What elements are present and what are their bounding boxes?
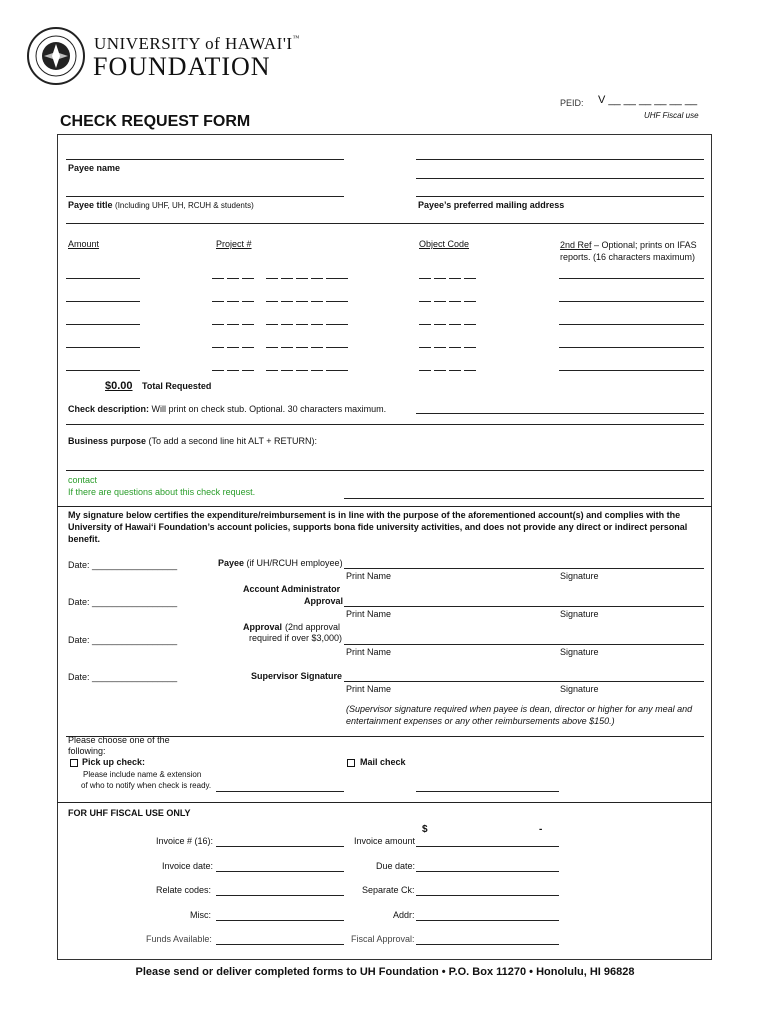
business-purpose-label: Business purpose (To add a second line hit ALT + RETURN): <box>68 436 318 446</box>
funds-available-field[interactable] <box>216 944 344 945</box>
invoice-amount-label: Invoice amount <box>354 836 416 846</box>
object-code-digit-field[interactable] <box>449 347 461 348</box>
object-code-digit-field[interactable] <box>449 301 461 302</box>
project-digit-field[interactable] <box>296 370 308 371</box>
project-digit-field[interactable] <box>242 347 254 348</box>
invoice-amount-field[interactable] <box>416 846 559 847</box>
project-digit-field[interactable] <box>242 278 254 279</box>
project-digit-field[interactable] <box>266 347 278 348</box>
second-ref-field[interactable] <box>559 347 704 348</box>
project-digit-field[interactable] <box>336 301 348 302</box>
fiscal-approval-field[interactable] <box>416 944 559 945</box>
due-date-label: Due date: <box>376 861 416 871</box>
project-digit-field[interactable] <box>212 301 224 302</box>
print-name-label: Print Name <box>346 647 392 657</box>
project-digit-field[interactable] <box>281 324 293 325</box>
contact-field[interactable] <box>344 498 704 499</box>
foundation-wordmark: FOUNDATION <box>93 52 271 81</box>
separate-ck-label: Separate Ck: <box>362 885 415 895</box>
form-title: CHECK REQUEST FORM <box>60 113 251 130</box>
approval-note-2: required if over $3,000) <box>249 633 343 643</box>
project-digit-field[interactable] <box>227 370 239 371</box>
second-ref-field[interactable] <box>559 278 704 279</box>
project-digit-field[interactable] <box>281 370 293 371</box>
mail-checkbox[interactable] <box>347 759 355 767</box>
project-digit-field[interactable] <box>281 278 293 279</box>
account-admin-label: Account Administrator <box>243 584 341 594</box>
pickup-label: Pick up check: <box>82 757 146 767</box>
invoice-number-label: Invoice # (16): <box>156 836 214 846</box>
project-digit-field[interactable] <box>281 301 293 302</box>
print-name-label: Print Name <box>346 609 392 619</box>
seal-logo <box>26 26 86 86</box>
amount-column-header: Amount <box>68 239 100 249</box>
project-digit-field[interactable] <box>266 324 278 325</box>
project-digit-field[interactable] <box>336 347 348 348</box>
pickup-note-1: Please include name & extension <box>83 770 202 779</box>
fiscal-title: FOR UHF FISCAL USE ONLY <box>68 808 191 818</box>
amount-field[interactable] <box>66 370 140 371</box>
object-code-digit-field[interactable] <box>419 324 431 325</box>
project-digit-field[interactable] <box>311 370 323 371</box>
project-digit-field[interactable] <box>227 301 239 302</box>
project-digit-field[interactable] <box>227 347 239 348</box>
second-ref-field[interactable] <box>559 370 704 371</box>
check-description-field[interactable] <box>416 413 704 414</box>
project-digit-field[interactable] <box>296 301 308 302</box>
signature-label: Signature <box>560 684 599 694</box>
signature-label: Signature <box>560 609 599 619</box>
invoice-number-field[interactable] <box>216 846 344 847</box>
check-description-label: Check description: Will print on check stub. Optional. 30 characters maximum. <box>68 404 387 414</box>
pickup-note-2: of who to notify when check is ready. <box>81 781 212 790</box>
supervisor-note: (Supervisor signature required when payee is dean, director or higher for any meal and entertainment expenses or any other reimbursements above $150.) <box>346 704 693 726</box>
project-digit-field[interactable] <box>266 278 278 279</box>
payee-name-field[interactable] <box>66 159 344 160</box>
misc-field[interactable] <box>216 920 344 921</box>
project-digit-field[interactable] <box>242 301 254 302</box>
invoice-date-field[interactable] <box>216 871 344 872</box>
supervisor-date[interactable]: Date: _________________ <box>68 672 178 682</box>
business-purpose-field[interactable] <box>66 470 704 471</box>
payee-signature-label: Payee (if UH/RCUH employee) <box>218 558 343 568</box>
funds-available-label: Funds Available: <box>146 934 212 944</box>
project-digit-field[interactable] <box>227 278 239 279</box>
project-digit-field[interactable] <box>242 324 254 325</box>
object-code-digit-field[interactable] <box>449 370 461 371</box>
pickup-contact-field[interactable] <box>216 791 344 792</box>
project-digit-field[interactable] <box>336 324 348 325</box>
address-line-2[interactable] <box>416 178 704 179</box>
payee-date[interactable]: Date: _________________ <box>68 560 178 570</box>
project-digit-field[interactable] <box>336 278 348 279</box>
addr-label: Addr: <box>393 910 415 920</box>
object-code-digit-field[interactable] <box>419 278 431 279</box>
object-code-digit-field[interactable] <box>464 370 476 371</box>
supervisor-signature-line[interactable] <box>344 681 704 682</box>
project-digit-field[interactable] <box>266 301 278 302</box>
object-code-digit-field[interactable] <box>434 347 446 348</box>
addr-field[interactable] <box>416 920 559 921</box>
account-admin-date[interactable]: Date: _________________ <box>68 597 178 607</box>
relate-codes-label: Relate codes: <box>156 885 212 895</box>
misc-label: Misc: <box>190 910 211 920</box>
project-digit-field[interactable] <box>212 370 224 371</box>
second-ref-field[interactable] <box>559 301 704 302</box>
supervisor-signature-label: Supervisor Signature <box>251 671 343 681</box>
project-digit-field[interactable] <box>336 370 348 371</box>
separate-ck-field[interactable] <box>416 895 559 896</box>
university-wordmark: UNIVERSITY of HAWAI'I™ <box>94 34 300 53</box>
payee-title-field[interactable] <box>66 196 344 197</box>
amount-field[interactable] <box>66 301 140 302</box>
object-code-digit-field[interactable] <box>464 301 476 302</box>
payee-title-label: Payee title (Including UHF, UH, RCUH & students) <box>68 200 254 210</box>
mail-label: Mail check <box>360 757 406 767</box>
peid-label: PEID: <box>560 98 584 108</box>
object-code-digit-field[interactable] <box>434 370 446 371</box>
address-line-3[interactable] <box>416 196 704 197</box>
signature-label: Signature <box>560 647 599 657</box>
invoice-date-label: Invoice date: <box>162 861 214 871</box>
approval-signature-line[interactable] <box>344 644 704 645</box>
amount-field[interactable] <box>66 278 140 279</box>
total-label: Total Requested <box>142 381 212 391</box>
approval-note-1: (2nd approval <box>285 622 341 632</box>
object-code-digit-field[interactable] <box>419 301 431 302</box>
pickup-checkbox[interactable] <box>70 759 78 767</box>
address-line-1[interactable] <box>416 159 704 160</box>
project-digit-field[interactable] <box>311 278 323 279</box>
address-label: Payee’s preferred mailing address <box>418 200 565 210</box>
choose-one-label: Please choose one of the following: <box>68 735 170 756</box>
project-digit-field[interactable] <box>227 324 239 325</box>
object-code-digit-field[interactable] <box>464 324 476 325</box>
section-divider <box>66 223 704 224</box>
print-name-label: Print Name <box>346 571 392 581</box>
print-name-label: Print Name <box>346 684 392 694</box>
contact-label: contact <box>68 475 98 485</box>
object-code-digit-field[interactable] <box>464 347 476 348</box>
section-divider <box>57 802 712 803</box>
project-digit-field[interactable] <box>212 324 224 325</box>
section-divider <box>66 424 704 425</box>
certification-text: My signature below certifies the expenditure/reimbursement is in line with the purpose of the aforementioned account(s) and complies with the University of Hawai‘i Foundation’s account policies, supports bona fide university activities, and does not provide any direct or indirect personal benefit. <box>68 510 688 544</box>
object-code-digit-field[interactable] <box>449 278 461 279</box>
project-digit-field[interactable] <box>266 370 278 371</box>
project-column-header: Project # <box>216 239 252 249</box>
approval-label: Approval <box>243 622 283 632</box>
mail-field[interactable] <box>416 791 559 792</box>
project-digit-field[interactable] <box>242 370 254 371</box>
object-code-digit-field[interactable] <box>434 278 446 279</box>
section-divider <box>57 506 712 507</box>
account-admin-signature-line[interactable] <box>344 606 704 607</box>
project-digit-field[interactable] <box>311 347 323 348</box>
object-code-digit-field[interactable] <box>419 370 431 371</box>
project-digit-field[interactable] <box>212 347 224 348</box>
object-code-digit-field[interactable] <box>434 324 446 325</box>
payee-signature-line[interactable] <box>344 568 704 569</box>
project-digit-field[interactable] <box>212 278 224 279</box>
relate-codes-field[interactable] <box>216 895 344 896</box>
amount-field[interactable] <box>66 347 140 348</box>
total-value: $0.00 <box>105 380 133 392</box>
footer-text: Please send or deliver completed forms to UH Foundation • P.O. Box 11270 • Honolulu, HI 96828 <box>135 966 635 978</box>
second-ref-column-header: 2nd Ref – Optional; prints on IFAS reports. (16 characters maximum) <box>560 240 697 262</box>
contact-note: If there are questions about this check request. <box>68 487 256 497</box>
project-digit-field[interactable] <box>311 324 323 325</box>
second-ref-field[interactable] <box>559 324 704 325</box>
uhf-fiscal-use-label: UHF Fiscal use <box>644 111 699 120</box>
object-code-digit-field[interactable] <box>464 278 476 279</box>
payee-name-label: Payee name <box>68 163 121 173</box>
object-code-column-header: Object Code <box>419 239 470 249</box>
object-code-digit-field[interactable] <box>434 301 446 302</box>
project-digit-field[interactable] <box>296 278 308 279</box>
project-digit-field[interactable] <box>296 324 308 325</box>
project-digit-field[interactable] <box>311 301 323 302</box>
project-digit-field[interactable] <box>296 347 308 348</box>
object-code-digit-field[interactable] <box>449 324 461 325</box>
invoice-amount-dollar: $ <box>422 824 428 835</box>
signature-label: Signature <box>560 571 599 581</box>
account-admin-approval-label: Approval <box>304 596 344 606</box>
object-code-digit-field[interactable] <box>419 347 431 348</box>
amount-field[interactable] <box>66 324 140 325</box>
peid-value: V __ __ __ __ __ __ <box>598 94 698 106</box>
approval-date[interactable]: Date: _________________ <box>68 635 178 645</box>
project-digit-field[interactable] <box>281 347 293 348</box>
due-date-field[interactable] <box>416 871 559 872</box>
fiscal-approval-label: Fiscal Approval: <box>351 934 415 944</box>
invoice-amount-dash: - <box>539 824 543 835</box>
